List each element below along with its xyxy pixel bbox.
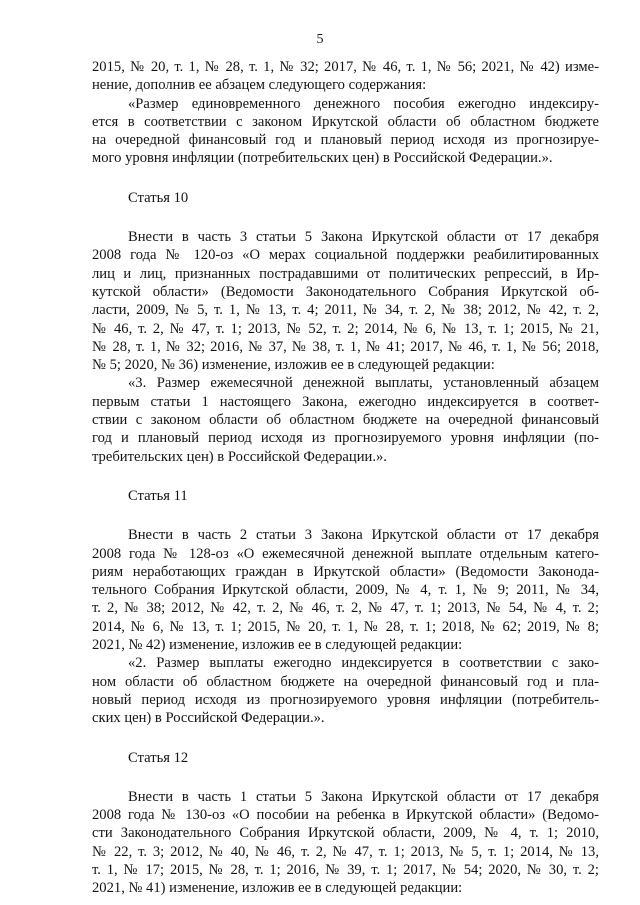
- text-line: ном области об областном бюджете на очередной финансовый год и пла-: [92, 673, 599, 690]
- text-line: Внести в часть 3 статьи 5 Закона Иркутской области от 17 декабря: [128, 229, 599, 246]
- article-12-heading: Статья 12: [128, 749, 189, 766]
- text-line: сти Законодательного Собрания Иркутской области, 2009, № 4, т. 1; 2010,: [92, 825, 599, 842]
- text-line: ласти, 2009, № 5, т. 1, № 13, т. 4; 2011, № 34, т. 2, № 38; 2012, № 42, т. 2,: [92, 302, 599, 319]
- text-line: ствии с законом области об областном бюджете на очередной финансовый: [92, 412, 599, 429]
- intro-paragraph: [92, 58, 599, 95]
- text-line: Внести в часть 2 статьи 3 Закона Иркутской области от 17 декабря: [128, 527, 599, 544]
- article-12-paragraph: [92, 788, 599, 898]
- text-line: № 22, т. 3; 2012, № 40, № 46, т. 2, № 47, т. 1; 2013, № 5, т. 1; 2014, № 13,: [92, 843, 599, 860]
- text-line: 2008 года № 130-оз «О пособии на ребенка в Иркутской области» (Ведомо-: [92, 807, 599, 824]
- text-line: т. 2, № 38; 2012, № 42, т. 2, № 46, т. 2, № 47, т. 1; 2013, № 54, № 4, т. 2;: [92, 600, 599, 617]
- text-line: требительских цен) в Российской Федерации.».: [92, 448, 387, 465]
- article-11-quote: [92, 654, 599, 727]
- text-line: Внести в часть 1 статьи 5 Закона Иркутской области от 17 декабря: [128, 788, 599, 805]
- article-10-quote: [92, 374, 599, 465]
- page-number: 5: [316, 32, 324, 47]
- text-line: нение, дополнив ее абзацем следующего содержания:: [92, 77, 427, 94]
- text-line: год и плановый период исходя из прогнозируемого уровня инфляции (по-: [92, 430, 599, 447]
- text-line: № 46, т. 2, № 47, т. 1; 2013, № 52, т. 2; 2014, № 6, № 13, т. 1; 2015, № 21,: [92, 320, 599, 337]
- text-line: 2008 года № 120-оз «О мерах социальной поддержки реабилитированных: [92, 247, 599, 264]
- text-line: 2015, № 20, т. 1, № 28, т. 1, № 32; 2017, № 46, т. 1, № 56; 2021, № 42) изме-: [92, 59, 599, 75]
- text-line: «3. Размер ежемесячной денежной выплаты, установленный абзацем: [128, 375, 599, 392]
- text-line: т. 1, № 17; 2015, № 28, т. 1; 2016, № 39, т. 1; 2017, № 54; 2020, № 30, т. 2;: [92, 861, 599, 878]
- text-line: мого уровня инфляции (потребительских цен) в Российской Федерации.».: [92, 150, 553, 167]
- text-line: новый период исходя из прогнозируемого уровня инфляции (потребитель-: [92, 691, 599, 708]
- article-10-paragraph: [92, 228, 599, 374]
- text-line: ется в соответствии с законом Иркутской области об областном бюджете: [92, 113, 599, 130]
- text-line: 2014, № 6, № 13, т. 1; 2015, № 20, т. 1, № 28, т. 1; 2018, № 62; 2019, № 8;: [92, 618, 599, 635]
- text-line: ских цен) в Российской Федерации.».: [92, 710, 325, 727]
- text-line: 2021, № 41) изменение, изложив ее в следующей редакции:: [92, 880, 463, 897]
- text-line: тельного Собрания Иркутской области, 2009, № 4, т. 1, № 9; 2011, № 34,: [92, 582, 599, 599]
- article-11-heading: Статья 11: [128, 487, 188, 504]
- text-line: 2008 года № 128-оз «О ежемесячной денежной выплате отдельным катего-: [92, 545, 599, 562]
- text-line: на очередной финансовый год и плановый период исходя из прогнозируе-: [92, 132, 599, 149]
- text-line: риям неработающих граждан в Иркутской области» (Ведомости Законода-: [92, 563, 599, 580]
- text-line: «2. Размер выплаты ежегодно индексируется в соответствии с зако-: [128, 655, 599, 672]
- text-line: № 5; 2020, № 36) изменение, изложив ее в следующей редакции:: [92, 357, 495, 374]
- document-body: [92, 58, 599, 898]
- text-line: 2021, № 42) изменение, изложив ее в следующей редакции:: [92, 637, 463, 654]
- text-line: № 28, т. 1, № 32; 2016, № 37, № 38, т. 1, № 41; 2017, № 46, т. 1, № 56; 2018,: [92, 338, 599, 355]
- text-line: лиц и лиц, признанных пострадавшими от политических репрессий, в Ир-: [92, 265, 599, 282]
- article-10-heading: Статья 10: [128, 189, 189, 206]
- text-line: кутской области» (Ведомости Законодательного Собрания Иркутской об-: [92, 283, 599, 300]
- text-line: первым статьи 1 настоящего Закона, ежегодно индексируется в соответ-: [92, 393, 599, 410]
- article-11-paragraph: [92, 526, 599, 654]
- text-line: «Размер единовременного денежного пособия ежегодно индексиру-: [128, 95, 599, 112]
- intro-quote: [92, 95, 599, 168]
